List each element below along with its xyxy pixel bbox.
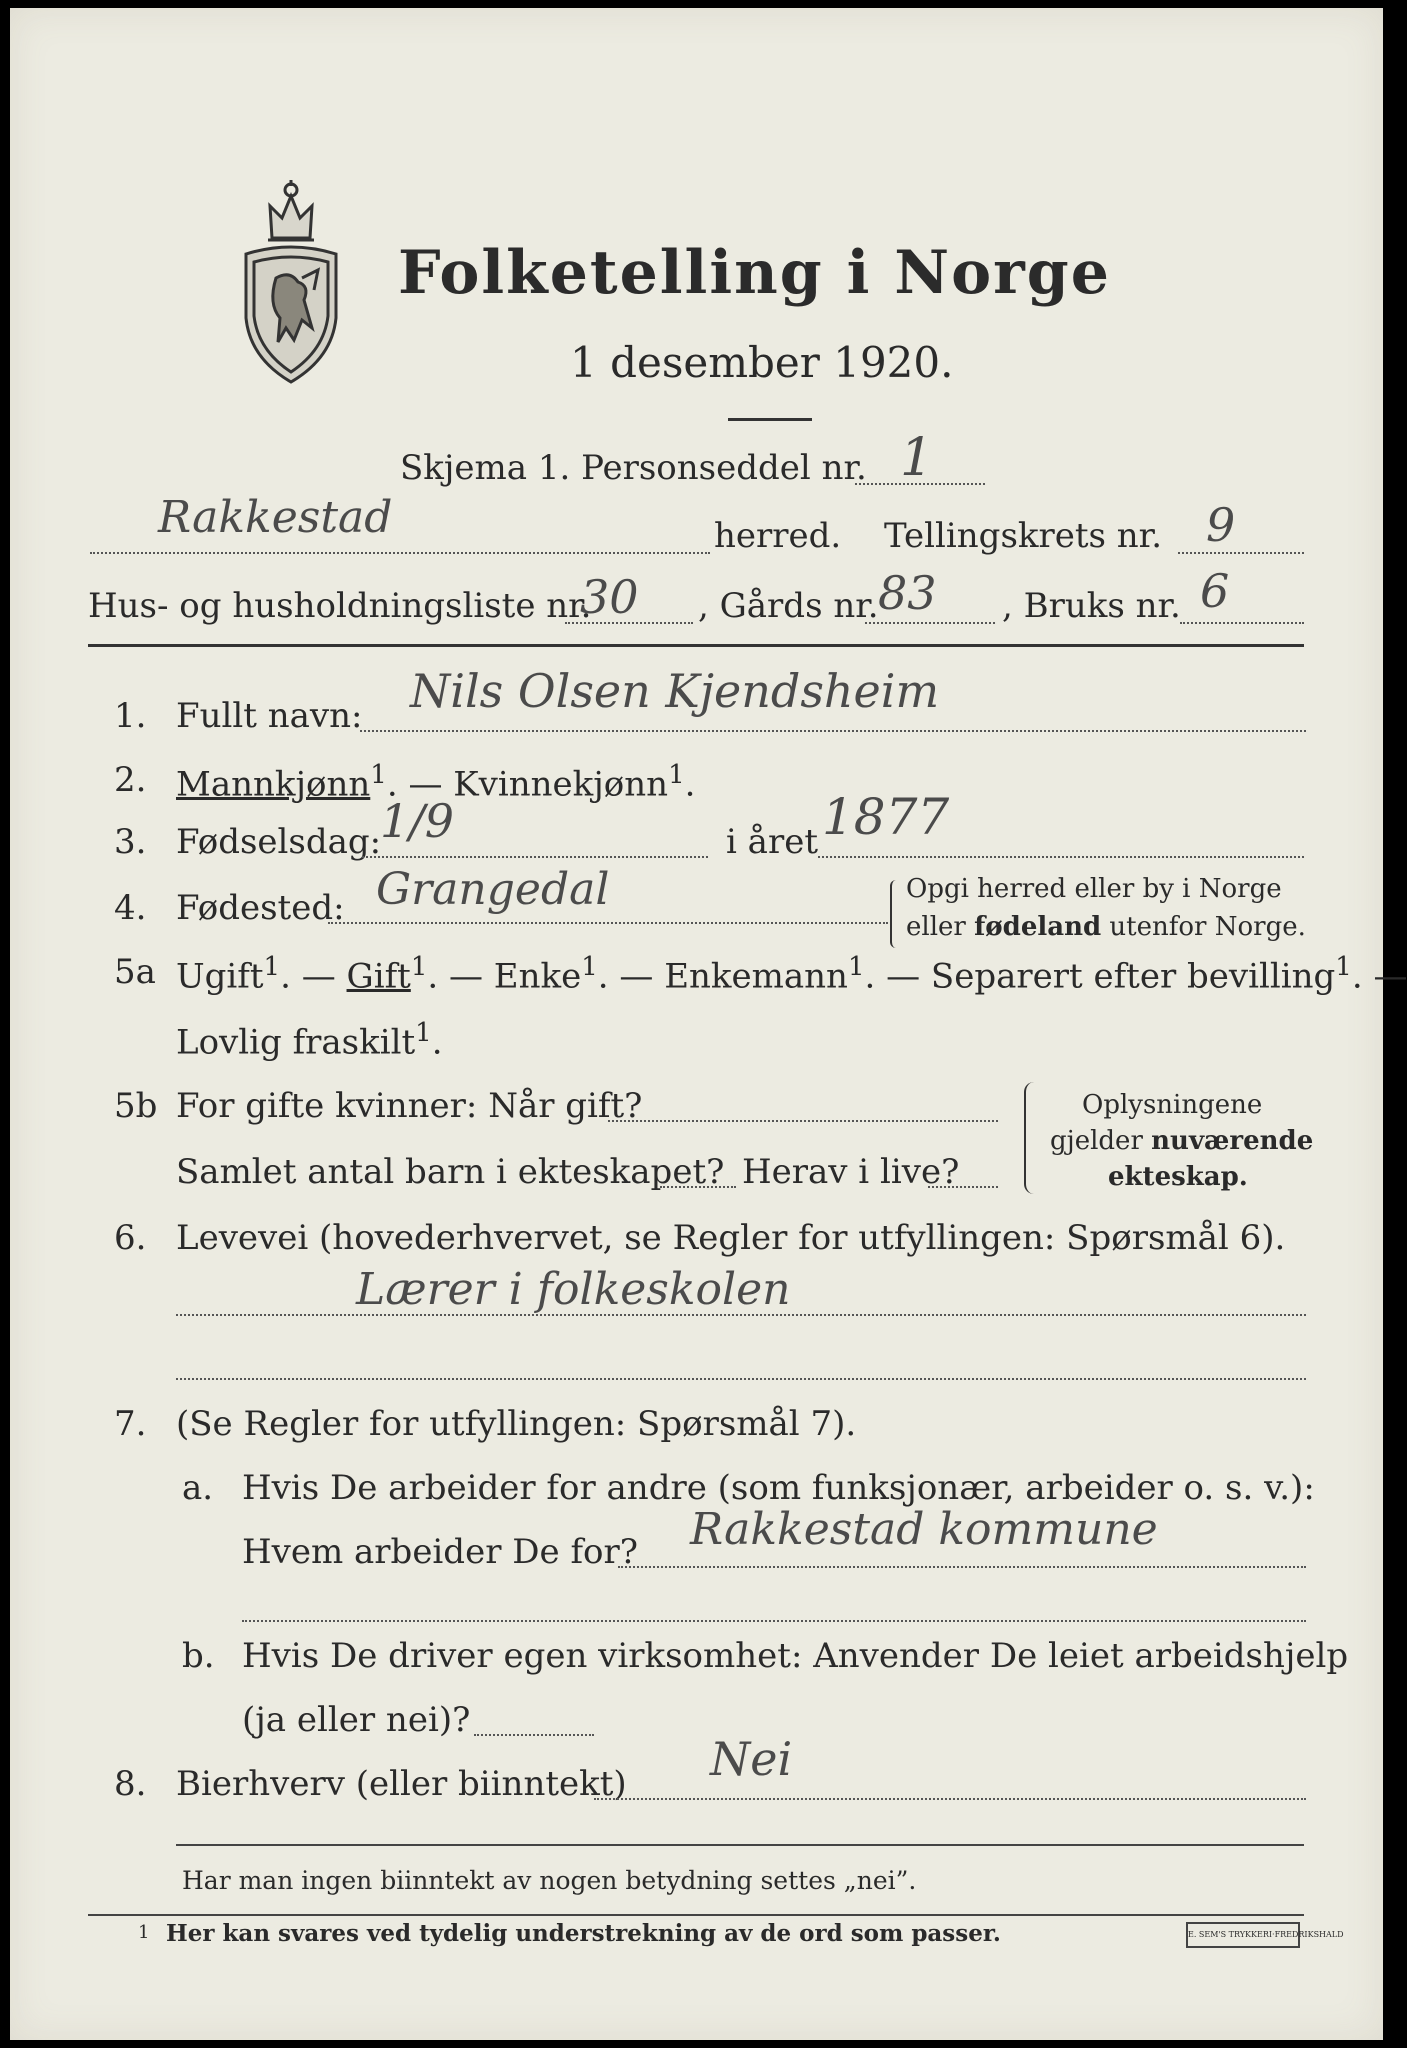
q7a-letter: a.: [182, 1468, 214, 1508]
q8-line: [594, 1798, 1306, 1800]
q5b-alive-line: [928, 1186, 998, 1188]
q5b-married-line: [608, 1120, 998, 1122]
q6-line1: [176, 1314, 1306, 1316]
birthplace-value: Grangedal: [376, 864, 610, 915]
bruks-label: , Bruks nr.: [1002, 586, 1181, 626]
birthplace-line: [328, 922, 888, 924]
year-label: i året: [726, 822, 818, 862]
q5b-note3: ekteskap.: [1108, 1162, 1248, 1192]
q5b-line2: Samlet antal barn i ekteskapet?: [176, 1152, 725, 1192]
q5b-line1: For gifte kvinner: Når gift?: [176, 1086, 643, 1126]
q6-number: 6.: [114, 1218, 147, 1258]
employer-line: [618, 1566, 1306, 1568]
tellingskrets-line: [1178, 552, 1304, 554]
tellingskrets-label: Tellingskrets nr.: [884, 516, 1163, 556]
gards-line: [865, 622, 995, 624]
mannkjonn-option-underlined: Mannkjønn: [176, 764, 371, 805]
q5b-number: 5b: [114, 1086, 158, 1126]
birthday-line: [362, 856, 708, 858]
q5b-note2: gjelder nuværende: [1050, 1126, 1314, 1156]
header-divider: [88, 644, 1304, 647]
footnote-number: 1: [138, 1922, 150, 1943]
personseddel-number: 1: [900, 428, 934, 488]
census-form-page: [10, 8, 1407, 2040]
gards-value: 83: [878, 566, 937, 620]
title-divider: [728, 418, 812, 421]
q4-number: 4.: [114, 888, 147, 928]
q4-label: Fødested:: [176, 888, 345, 928]
q5b-brace: [1024, 1082, 1036, 1194]
q7b-question: (ja eller nei)?: [242, 1700, 471, 1740]
q7a-line2: [242, 1620, 1306, 1622]
q1-label: Fullt navn:: [176, 696, 363, 736]
bruks-line: [1180, 622, 1304, 624]
footnote-text: Her kan svares ved tydelig understrekning av de ord som passer.: [166, 1920, 1001, 1947]
side-income-value: Nei: [710, 1732, 793, 1786]
q8-label: Bierhverv (eller biinntekt): [176, 1764, 627, 1804]
q1-line: [360, 730, 1306, 732]
q7a-text: Hvis De arbeider for andre (som funksjonær, arbeider o. s. v.):: [242, 1468, 1315, 1508]
q7a-question: Hvem arbeider De for?: [242, 1532, 638, 1572]
q4-note-line1: Opgi herred eller by i Norge: [906, 874, 1282, 904]
husholdningsliste-value: 30: [580, 570, 639, 624]
year-line: [818, 856, 1304, 858]
q8-number: 8.: [114, 1764, 147, 1804]
norwegian-coat-of-arms-icon: [232, 178, 350, 386]
q5a-options: Ugift$^1$. — Gift$^1$. — Enke$^1$. — Enkemann$^1$. — Separert efter bevilling$^1$. —: [176, 952, 1407, 997]
census-date: 1 desember 1920.: [570, 338, 954, 387]
q4-brace: [890, 880, 900, 948]
q2-text: Mannkjønn$^1$. — Kvinnekjønn$^1$.: [176, 760, 696, 805]
q7-number: 7.: [114, 1404, 147, 1444]
herred-line: [90, 552, 710, 554]
q5b-note1: Oplysningene: [1082, 1090, 1263, 1120]
q6-label: Levevei (hovederhvervet, se Regler for utfyllingen: Spørsmål 6).: [176, 1218, 1286, 1258]
footer-divider-top: [176, 1844, 1304, 1846]
q5a-line2: Lovlig fraskilt$^1$.: [176, 1018, 443, 1063]
q7b-letter: b.: [182, 1636, 215, 1676]
q5a-number: 5a: [114, 952, 156, 992]
tellingskrets-value: 9: [1206, 498, 1236, 552]
form-title: Folketelling i Norge: [398, 238, 1111, 308]
q3-label: Fødselsdag:: [176, 822, 382, 862]
gift-option-underlined: Gift: [346, 956, 411, 997]
herred-label: herred.: [714, 516, 842, 556]
q4-note-line2: eller fødeland utenfor Norge.: [906, 912, 1306, 942]
q6-line2: [176, 1378, 1306, 1380]
q3-number: 3.: [114, 822, 147, 862]
q1-number: 1.: [114, 696, 147, 736]
bruks-value: 6: [1200, 564, 1230, 618]
footer-note: Har man ingen biinntekt av nogen betydning settes „nei”.: [182, 1866, 917, 1895]
q2-number: 2.: [114, 760, 147, 800]
full-name-value: Nils Olsen Kjendsheim: [410, 664, 940, 718]
birthday-value: 1/9: [380, 794, 455, 848]
occupation-value: Lærer i folkeskolen: [356, 1264, 791, 1315]
footer-divider-bottom: [88, 1914, 1304, 1916]
husholdningsliste-label: Hus- og husholdningsliste nr.: [88, 586, 592, 626]
q5b-children-line: [660, 1186, 736, 1188]
q7b-text: Hvis De driver egen virksomhet: Anvender De leiet arbeidshjelp: [242, 1636, 1349, 1676]
printer-stamp: E. SEM'S TRYKKERI·FREDRIKSHALD: [1186, 1922, 1300, 1948]
birth-year-value: 1877: [822, 788, 950, 846]
q7-label: (Se Regler for utfyllingen: Spørsmål 7).: [176, 1404, 857, 1444]
gards-label: , Gårds nr.: [698, 586, 879, 626]
skjema-label: Skjema 1. Personseddel nr.: [400, 448, 867, 488]
employer-value: Rakkestad kommune: [690, 1504, 1158, 1555]
q5b-line2b: Herav i live?: [742, 1152, 960, 1192]
herred-value: Rakkestad: [158, 492, 393, 543]
q7b-line: [474, 1734, 594, 1736]
